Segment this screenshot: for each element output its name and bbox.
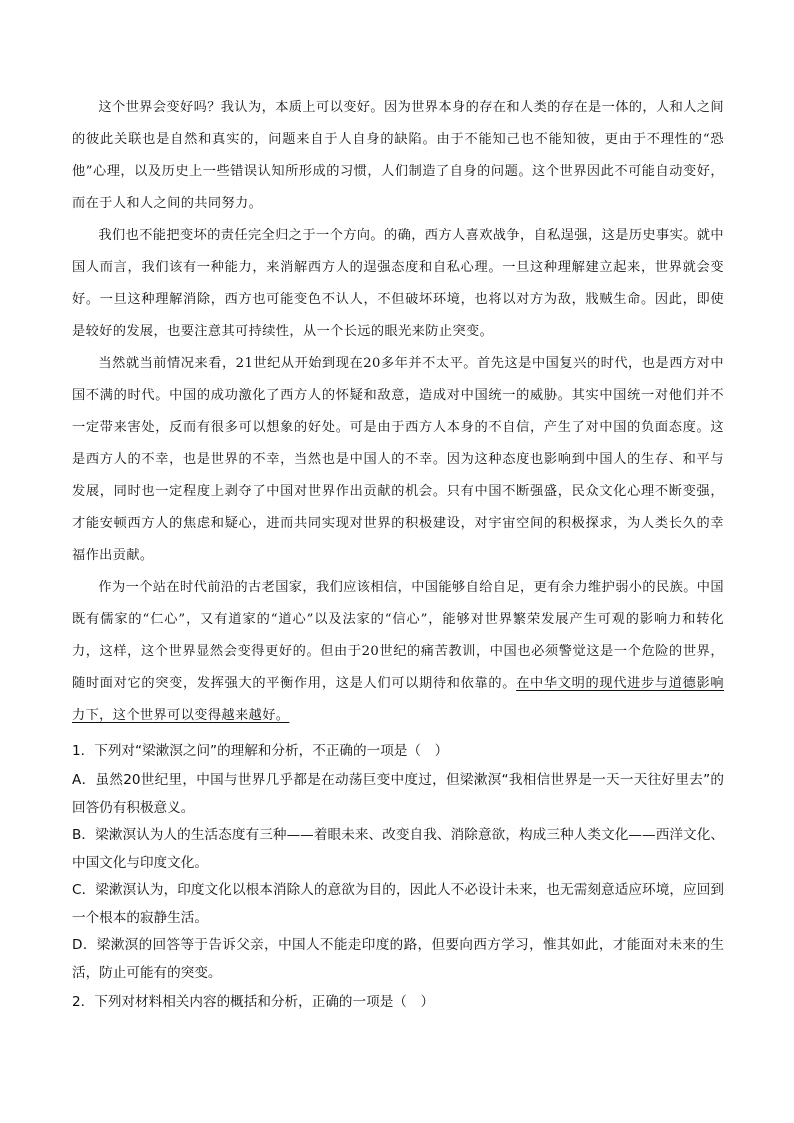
passage-paragraph-2: 我们也不能把变坏的责任完全归之于一个方向。的确，西方人喜欢战争，自私逞强，这是历史事实。就中国人而言，我们该有一种能力，来消解西方人的逞强态度和自私心理。一旦这种理解建立起来，世界就会变好。一旦这种理解消除，西方也可能变色不认人，不但破坏环境，也将以对方为敌，戕贼生命。因此，即使是较好的发展，也要注意其可持续性，从一个长远的眼光来防止突变。 — [72, 228, 724, 339]
passage-paragraph-3: 当然就当前情况来看，21世纪从开始到现在20多年并不太平。首先这是中国复兴的时代，也是西方对中国不满的时代。中国的成功激化了西方人的怀疑和敌意，造成对中国统一的威胁。其实中国统一对他们并不一定带来害处，反而有很多可以想象的好处。可是由于西方人本身的不自信，产生了对中国的负面态度。这是西方人的不幸，也是世界的不幸，当然也是中国人的不幸。因为这种态度也影响到中国人的生存、和平与发展，同时也一定程度上剥夺了中国对世界作出贡献的机会。只有中国不断强盛，民众文化心理不断变强，才能安顿西方人的焦虑和疑心，进而共同实现对世界的积极建设，对宇宙空间的积极探求，为人类长久的幸福作出贡献。 — [72, 356, 724, 563]
passage-paragraph-4-text: 作为一个站在时代前沿的古老国家，我们应该相信，中国能够自给自足，更有余力维护弱小的民族。中国既有儒家的“仁心”，又有道家的“道心”以及法家的“信心”，能够对世界繁荣发展产生可观的影响力和转化力，这样，这个世界显然会变得更好的。但由于20世纪的痛苦教训，中国也必须警觉这是一个危险的世界，随时面对它的突变，发挥强大的平衡作用，这是人们可以期待和依靠的。 — [72, 580, 724, 691]
passage-paragraph-1: 这个世界会变好吗？我认为，本质上可以变好。因为世界本身的存在和人类的存在是一体的，人和人之间的彼此关联也是自然和真实的，问题来自于人自身的缺陷。由于不能知己也不能知彼，更由于不理性的“恐他”心理，以及历史上一些错误认知所形成的习惯，人们制造了自身的问题。这个世界因此不可能自动变好，而在于人和人之间的共同努力。 — [72, 100, 724, 211]
underlined-sentence: 在中华文明的现代进步与道德影响力下，这个世界可以变得越来越好。 — [72, 676, 725, 723]
question-1-option-b: B．梁漱溟认为人的生活态度有三种——着眼未来、改变自我、消除意欲，构成三种人类文化——西洋文化、中国文化与印度文化。 — [72, 827, 724, 871]
question-1-option-d: D．梁漱溟的回答等于告诉父亲，中国人不能走印度的路，但要向西方学习，惟其如此，才能面对未来的生活，防止可能有的突变。 — [72, 937, 724, 981]
question-2-stem: 2．下列对材料相关内容的概括和分析，正确的一项是（ ） — [72, 994, 435, 1010]
question-1-stem: 1．下列对“梁漱溟之问”的理解和分析，不正确的一项是（ ） — [72, 743, 449, 759]
passage-paragraph-4 — [72, 572, 724, 732]
question-1-option-a: A．虽然20世纪里，中国与世界几乎都是在动荡巨变中度过，但梁漱溟“我相信世界是一天一天往好里去”的回答仍有积极意义。 — [72, 772, 724, 816]
question-1-option-c: C．梁漱溟认为，印度文化以根本消除人的意欲为目的，因此人不必设计未来，也无需刻意适应环境，应回到一个根本的寂静生活。 — [72, 882, 724, 926]
document-page — [72, 92, 724, 1018]
